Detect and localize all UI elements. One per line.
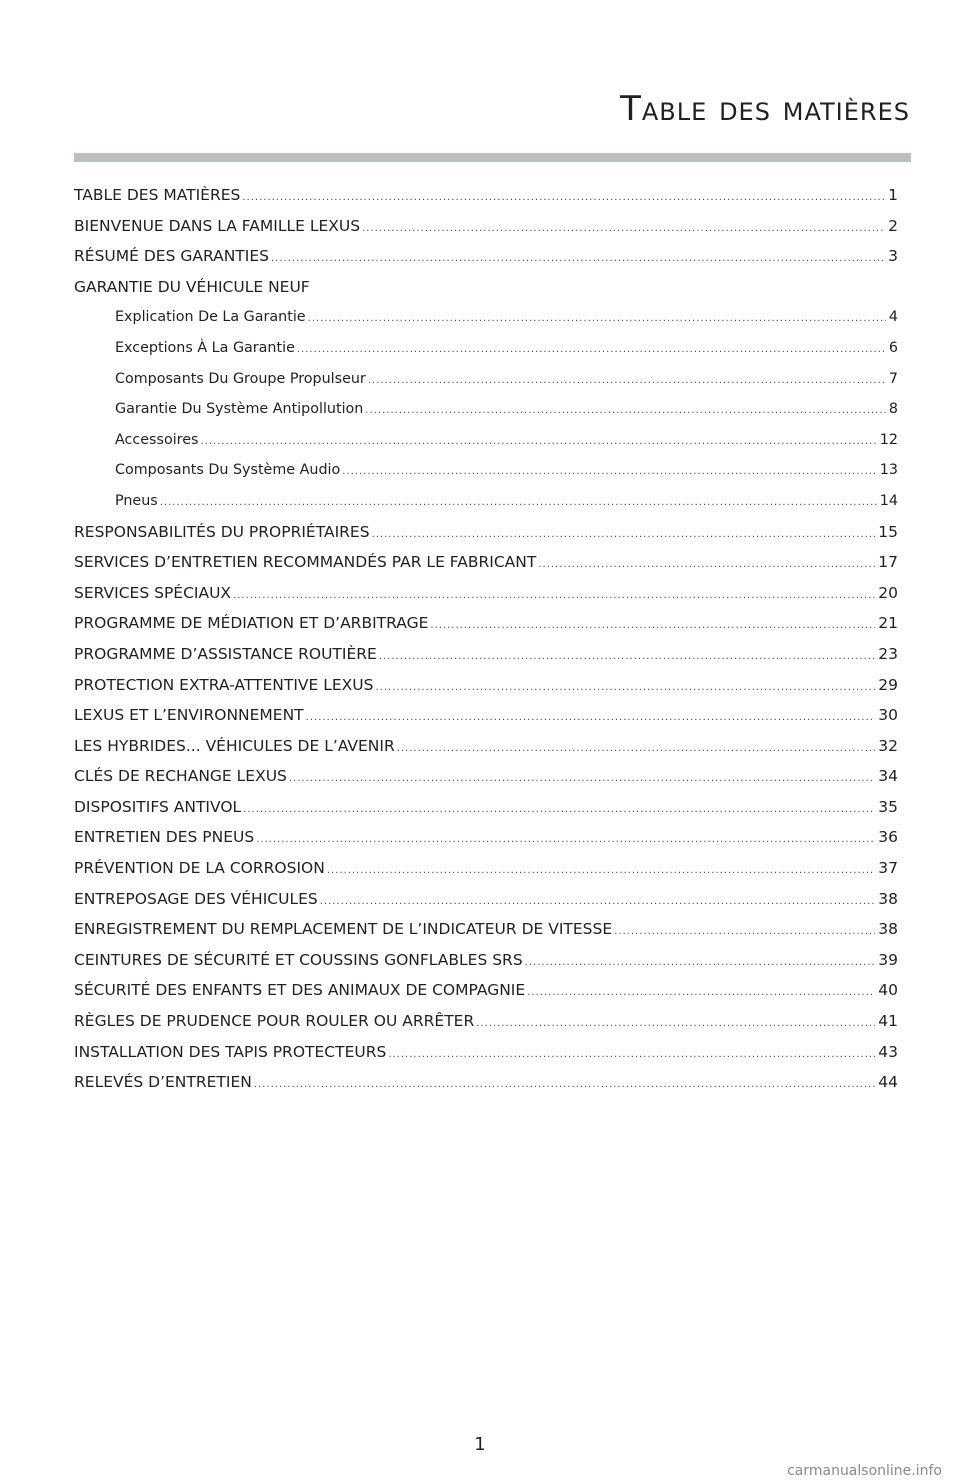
toc-entry-page: 37 (878, 859, 898, 878)
toc-entry (74, 670, 898, 701)
toc-entry-label: RÉSUMÉ DES GARANTIES (74, 247, 269, 266)
dot-leader (365, 396, 886, 427)
dot-leader (476, 1009, 875, 1040)
dot-leader (289, 764, 875, 795)
toc-subentry (74, 394, 898, 425)
toc-entry-page: 39 (878, 950, 898, 969)
toc-entry-page: 29 (878, 675, 898, 694)
toc-entry-label: CEINTURES DE SÉCURITÉ ET COUSSINS GONFLABLES SRS (74, 950, 523, 969)
toc-entry (74, 761, 898, 792)
toc-entry-page: 35 (878, 797, 898, 816)
dot-leader (525, 948, 876, 979)
toc-entry-label: RESPONSABILITÉS DU PROPRIÉTAIRES (74, 522, 370, 541)
toc-entry-page: 1 (888, 186, 898, 204)
toc-subentry (74, 425, 898, 456)
toc-entry-page: 44 (878, 1073, 898, 1092)
toc-entry-label: SERVICES D’ENTRETIEN RECOMMANDÉS PAR LE FABRICANT (74, 553, 537, 572)
toc-entry-label: Exceptions À La Garantie (115, 339, 295, 356)
toc-entry-label: PROTECTION EXTRA-ATTENTIVE LEXUS (74, 675, 374, 694)
toc-subentry (74, 455, 898, 486)
toc-entry-label: INSTALLATION DES TAPIS PROTECTEURS (74, 1042, 387, 1061)
toc-entry-page: 7 (888, 370, 898, 387)
toc-entry-label: LES HYBRIDES... VÉHICULES DE L’AVENIR (74, 736, 395, 755)
toc-subentry (74, 333, 898, 364)
toc-entry (74, 700, 898, 731)
dot-leader (308, 304, 886, 335)
toc-entry-label: RELEVÉS D’ENTRETIEN (74, 1073, 252, 1092)
toc-entry-page: 38 (878, 889, 898, 908)
toc-entry-page: 41 (878, 1012, 898, 1031)
toc-entry-page: 14 (879, 492, 898, 509)
toc-entry-page: 43 (878, 1042, 898, 1061)
dot-leader (271, 244, 885, 275)
toc-entry-label: Accessoires (115, 431, 199, 448)
title-divider (74, 153, 911, 162)
toc-entry-page: 23 (878, 644, 898, 663)
toc-entry-label: ENTRETIEN DES PNEUS (74, 828, 255, 847)
toc-entry-page: 3 (888, 247, 898, 266)
toc-entry (74, 211, 898, 242)
toc-entry (74, 241, 898, 272)
toc-entry-label: LEXUS ET L’ENVIRONNEMENT (74, 706, 304, 725)
dot-leader (379, 642, 875, 673)
toc-subentry (74, 302, 898, 333)
toc-entry-label: Garantie Du Système Antipollution (115, 401, 364, 418)
dot-leader (362, 214, 885, 245)
toc-subentry (74, 364, 898, 395)
dot-leader (306, 703, 876, 734)
dot-leader (320, 887, 876, 918)
toc-subentry (74, 486, 898, 517)
toc-entry-page: 40 (878, 981, 898, 1000)
toc-entry (74, 792, 898, 823)
toc-entry-label: BIENVENUE DANS LA FAMILLE LEXUS (74, 216, 361, 235)
toc-entry-page: 12 (879, 431, 898, 448)
page-number: 1 (474, 1434, 486, 1455)
toc-entry-page: 32 (878, 736, 898, 755)
toc-entry-label: GARANTIE DU VÉHICULE NEUF (74, 277, 310, 296)
toc-entry-label: ENTREPOSAGE DES VÉHICULES (74, 889, 318, 908)
toc-entry-page: 4 (888, 309, 898, 326)
toc-entry-label: PROGRAMME D’ASSISTANCE ROUTIÈRE (74, 644, 377, 663)
dot-leader (233, 581, 875, 612)
toc-entry-page: 38 (878, 920, 898, 939)
watermark: carmanualsonline.info (787, 1463, 942, 1479)
dot-leader (256, 825, 875, 856)
toc-entry-label: Explication De La Garantie (115, 309, 306, 326)
toc-entry-page: 20 (878, 583, 898, 602)
dot-leader (327, 856, 875, 887)
toc-entry-page: 6 (888, 339, 898, 356)
toc-entry (74, 945, 898, 976)
toc-entry-page: 17 (878, 553, 898, 572)
toc-entry-page: 21 (878, 614, 898, 633)
toc-entry (74, 180, 898, 211)
dot-leader (527, 978, 875, 1009)
dot-leader (372, 520, 876, 551)
toc-entry (74, 1006, 898, 1037)
toc-entry (74, 639, 898, 670)
toc-entry (74, 853, 898, 884)
dot-leader (614, 917, 875, 948)
toc-entry-label: Composants Du Groupe Propulseur (115, 370, 366, 387)
dot-leader (242, 183, 885, 214)
toc-entry-label: DISPOSITIFS ANTIVOL (74, 797, 242, 816)
toc-entry-page: 8 (888, 401, 898, 418)
dot-leader (397, 734, 876, 765)
dot-leader (538, 550, 875, 581)
toc-entry-label: SÉCURITÉ DES ENFANTS ET DES ANIMAUX DE COMPAGNIE (74, 981, 526, 1000)
toc-entry-label: PROGRAMME DE MÉDIATION ET D’ARBITRAGE (74, 614, 429, 633)
toc-entry-label: RÈGLES DE PRUDENCE POUR ROULER OU ARRÊTER (74, 1012, 475, 1031)
toc-entry-label: Pneus (115, 492, 158, 509)
table-of-contents (74, 180, 898, 1098)
toc-entry-label: Composants Du Système Audio (115, 462, 341, 479)
toc-entry (74, 517, 898, 548)
dot-leader (297, 335, 886, 366)
toc-entry (74, 884, 898, 915)
toc-entry (74, 578, 898, 609)
toc-entry-label: TABLE DES MATIÈRES (74, 186, 241, 204)
dot-leader (243, 795, 875, 826)
toc-entry-page: 36 (878, 828, 898, 847)
toc-entry-label: SERVICES SPÉCIAUX (74, 583, 232, 602)
dot-leader (368, 366, 886, 397)
dot-leader (160, 488, 877, 519)
dot-leader (388, 1040, 875, 1071)
toc-entry-label: PRÉVENTION DE LA CORROSION (74, 859, 325, 878)
toc-entry (74, 608, 898, 639)
dot-leader (200, 427, 876, 458)
toc-entry-page: 2 (888, 216, 898, 235)
toc-entry (74, 914, 898, 945)
toc-entry-label: CLÉS DE RECHANGE LEXUS (74, 767, 287, 786)
toc-entry (74, 975, 898, 1006)
page-title: Table des matières (620, 89, 910, 129)
toc-entry-label: ENREGISTREMENT DU REMPLACEMENT DE L’INDICATEUR DE VITESSE (74, 920, 613, 939)
toc-entry (74, 822, 898, 853)
toc-entry (74, 1067, 898, 1098)
toc-entry (74, 272, 898, 303)
dot-leader (254, 1070, 875, 1101)
dot-leader (430, 611, 875, 642)
toc-entry (74, 1037, 898, 1068)
dot-leader (342, 457, 877, 488)
toc-entry-page: 34 (878, 767, 898, 786)
toc-entry (74, 547, 898, 578)
toc-entry-page: 13 (879, 462, 898, 479)
toc-entry-page: 30 (878, 706, 898, 725)
toc-entry-page: 15 (878, 522, 898, 541)
toc-entry (74, 731, 898, 762)
dot-leader (375, 673, 875, 704)
